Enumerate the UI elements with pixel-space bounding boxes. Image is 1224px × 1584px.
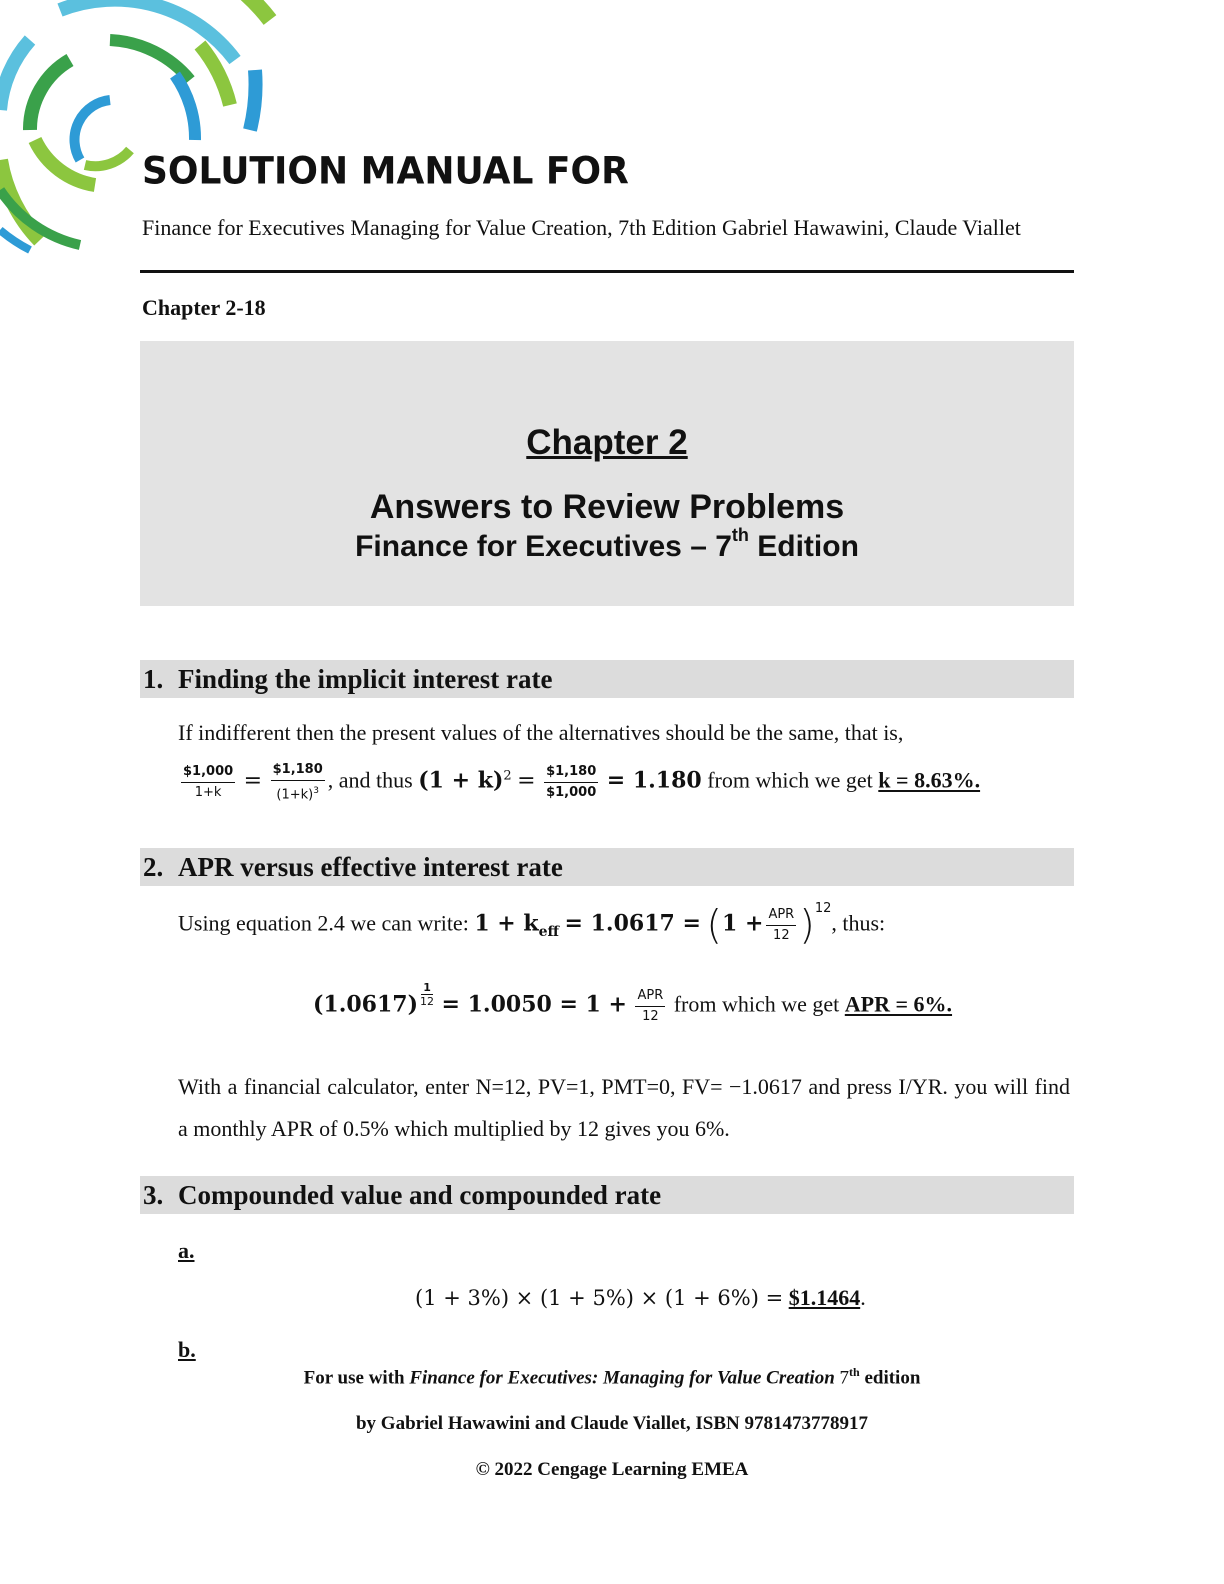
section-1-intro: If indifferent then the present values of the alternatives should be the same, that is, (178, 720, 904, 745)
chapter-heading: Chapter 2 (526, 423, 688, 462)
section-3-part-a-equation: (1 + 3%) × (1 + 5%) × (1 + 6%) = $1.1464. (415, 1285, 866, 1310)
edition-heading: Finance for Executives – 7th Edition (355, 525, 859, 563)
chapter-range: Chapter 2-18 (142, 295, 266, 320)
section-2-heading: 2. APR versus effective interest rate (140, 848, 1074, 886)
footer-line-2: by Gabriel Hawawini and Claude Viallet, ISBN 9781473778917 (355, 1413, 868, 1435)
footer-line-1: For use with Finance for Executives: Managing for Value Creation 7th edition (303, 1365, 921, 1389)
footer-copyright: © 2022 Cengage Learning EMEA (475, 1459, 749, 1481)
section-2-calculator-text: With a financial calculator, enter N=12, PV=1, PMT=0, FV= −1.0617 and press I/YR. you will find a monthly APR of 0.5% which multiplied by 12 gives you 6%. (178, 1074, 1070, 1141)
footer (0, 1360, 1224, 1482)
section-3-part-b-label: b. (178, 1337, 196, 1362)
section-3-heading: 3. Compounded value and compounded rate (140, 1176, 1074, 1214)
book-subtitle: Finance for Executives Managing for Value Creation, 7th Edition Gabriel Hawawini, Claude Viallet (142, 215, 1021, 240)
section-2-equation-line1: Using equation 2.4 we can write: $1 + k_{eff} = 1.0617 = (1$ + $\frac{\text{APR}}{12}$ )$^{12}$, thus: (178, 901, 886, 949)
section-1-equation: $\frac{\$1,000}{1+k}$ = $\frac{\$1,180}{(1+k)^3}$ , and thus $(1 + k)^2$ = $\frac{\$1,180}{\$1,000}$ = 1.180 from which we get k = 8.63%. (183, 762, 981, 803)
answers-heading: Answers to Review Problems (369, 488, 845, 526)
section-3-part-a-label: a. (178, 1238, 195, 1263)
manual-title: SOLUTION MANUAL FOR (142, 150, 629, 194)
section-1-heading: 1. Finding the implicit interest rate (140, 660, 1074, 698)
header-divider (140, 270, 1074, 273)
chapter-title-box (140, 341, 1074, 606)
section-2-equation-line2: (1.0617) $\frac{1}{12}$ = 1.0050 = 1 + $\frac{\text{APR}}{12}$ from which we get APR = 6%. (313, 981, 953, 1024)
